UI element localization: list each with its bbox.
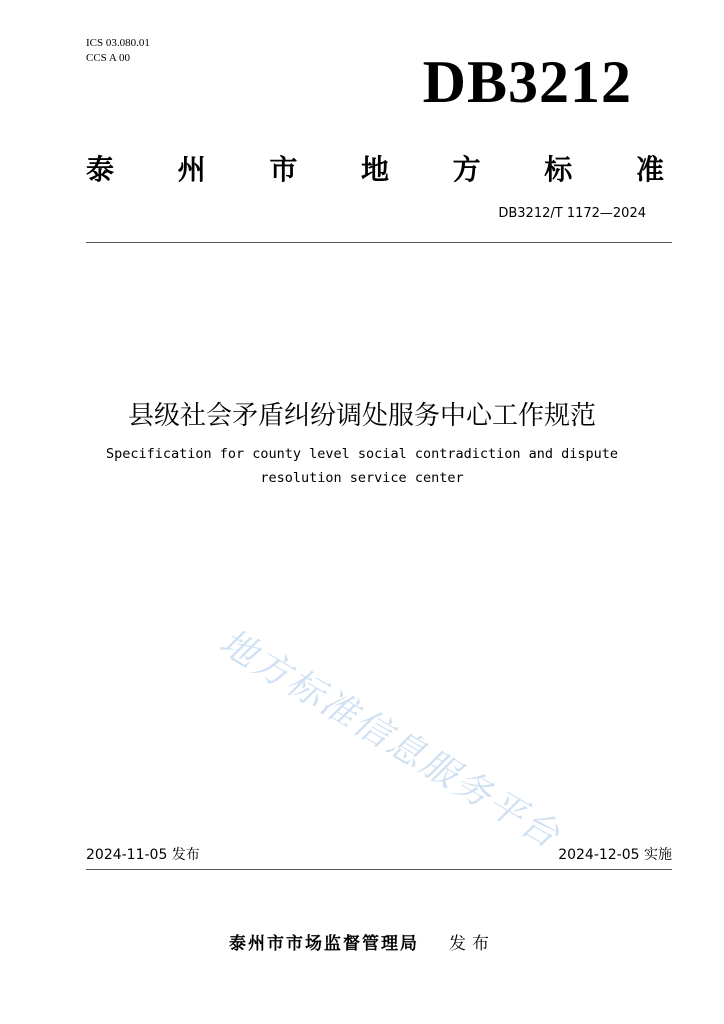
standard-type-heading bbox=[86, 150, 664, 190]
document-title-en bbox=[80, 442, 644, 490]
standard-type-char: 方 bbox=[452, 153, 481, 186]
standard-type-char: 准 bbox=[635, 153, 664, 186]
standard-type-char: 州 bbox=[177, 153, 206, 186]
document-title-zh: 县级社会矛盾纠纷调处服务中心工作规范 bbox=[127, 401, 596, 431]
issue-date: 2024-11-05 发布 bbox=[86, 847, 200, 863]
ics-code: ICS 03.080.01 bbox=[86, 37, 150, 49]
implementation-date: 2024-12-05 实施 bbox=[558, 847, 672, 863]
title-en-line-2: resolution service center bbox=[260, 470, 464, 486]
standard-type-char: 标 bbox=[544, 153, 573, 186]
standard-type-char: 地 bbox=[360, 153, 389, 186]
standard-type-char: 市 bbox=[269, 153, 298, 186]
footer-divider bbox=[86, 869, 672, 870]
publisher-action: 发布 bbox=[449, 934, 495, 954]
classification-codes bbox=[86, 36, 150, 66]
standard-number: DB3212 bbox=[422, 49, 632, 115]
title-en-line-1: Specification for county level social contradiction and dispute bbox=[105, 446, 619, 462]
watermark: 地方标准信息服务平台 bbox=[212, 621, 568, 858]
publisher-line bbox=[0, 932, 724, 956]
ccs-code: CCS A 00 bbox=[86, 52, 131, 64]
header-divider bbox=[86, 242, 672, 243]
publisher-organization: 泰州市市场监督管理局 bbox=[229, 934, 419, 954]
standard-type-char: 泰 bbox=[86, 153, 115, 186]
standard-code: DB3212/T 1172—2024 bbox=[498, 206, 646, 221]
